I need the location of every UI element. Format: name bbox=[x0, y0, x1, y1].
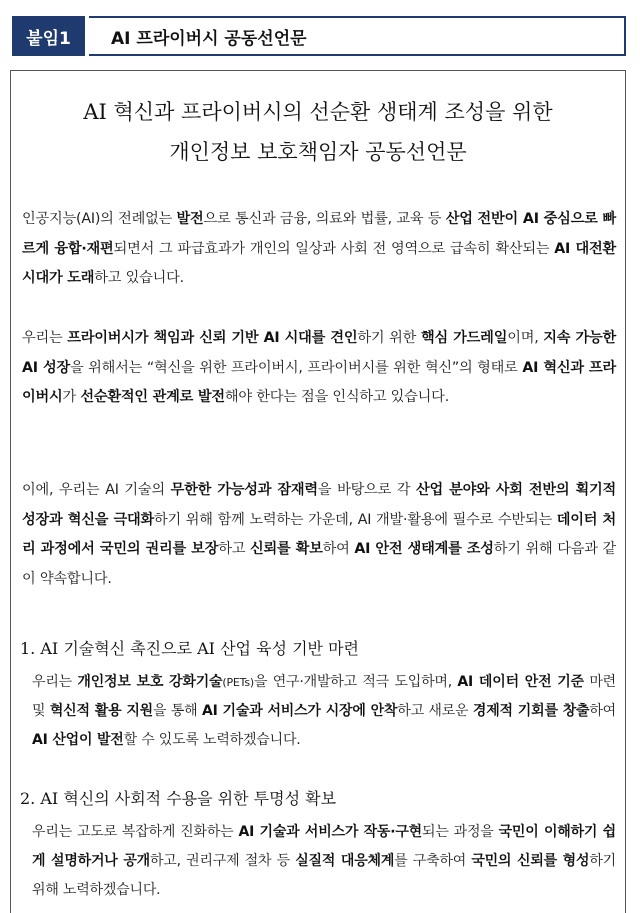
body-text: 하기 위해 함께 노력하는 가운데, AI 개발·활용에 필수로 수반되는 bbox=[153, 511, 557, 528]
section-2-body bbox=[32, 818, 616, 905]
body-text: 하고, 권리구제 절차 등 bbox=[149, 853, 296, 869]
emphasized-text: 무한한 가능성과 잠재력 bbox=[170, 482, 318, 498]
body-text: 을 위해서는 “혁신을 위한 프라이버시, 프라이버시를 위한 혁신”의 형태로 bbox=[69, 359, 523, 376]
body-text: 마련 및 bbox=[32, 674, 616, 719]
section-1-body bbox=[32, 668, 616, 755]
emphasized-text: AI 안전 생태계를 조성 bbox=[354, 541, 494, 557]
body-text: 하기 위해 다음과 같이 약속합니다. bbox=[22, 541, 616, 587]
emphasized-text: 선순환적인 관계로 발전 bbox=[80, 389, 225, 405]
attachment-header bbox=[12, 16, 626, 56]
emphasized-text: AI 산업이 발전 bbox=[32, 732, 124, 748]
emphasized-text: AI 기술과 서비스가 시장에 안착 bbox=[201, 703, 398, 719]
emphasized-text: AI 데이터 안전 기준 bbox=[457, 674, 584, 690]
emphasized-text: 혁신적 활용 지원 bbox=[49, 703, 153, 719]
emphasized-text: 실질적 대응체계 bbox=[295, 853, 395, 869]
body-text: 우리는 고도로 복잡하게 진화하는 bbox=[32, 824, 239, 840]
emphasized-text: 프라이버시가 책임과 신뢰 기반 AI 시대를 견인 bbox=[67, 330, 358, 346]
body-text: 하고 새로운 bbox=[397, 703, 473, 719]
emphasized-text: 핵심 가드레일 bbox=[420, 330, 508, 346]
attachment-tag: 붙임1 bbox=[12, 16, 85, 56]
body-text: 해야 한다는 점을 인식하고 있습니다. bbox=[224, 389, 450, 405]
body-text: 을 연구·개발하고 적극 도입하며, bbox=[253, 674, 458, 690]
body-text: 를 구축하여 bbox=[394, 853, 472, 869]
emphasized-text: 국민의 신뢰를 형성 bbox=[471, 853, 590, 869]
emphasized-text: 신뢰를 확보 bbox=[249, 541, 323, 557]
document-title-line-1: AI 혁신과 프라이버시의 선순환 생태계 조성을 위한 bbox=[83, 100, 553, 124]
body-text: 우리는 bbox=[22, 330, 68, 346]
document-title-line-2: 개인정보 보호책임자 공동선언문 bbox=[169, 140, 467, 164]
body-text: 가 bbox=[62, 389, 81, 405]
body-text: 으로 통신과 금융, 의료와 법률, 교육 등 bbox=[203, 211, 446, 227]
emphasized-text: AI 기술과 서비스가 작동·구현 bbox=[238, 824, 422, 840]
body-text: 을 통해 bbox=[152, 703, 202, 719]
body-text: 할 수 있도록 노력하겠습니다. bbox=[123, 732, 301, 748]
section-2-heading: 2. AI 혁신의 사회적 수용을 위한 투명성 확보 bbox=[20, 789, 337, 808]
document-title bbox=[10, 92, 626, 172]
emphasized-text: 지속 가능한 AI 성장 bbox=[22, 330, 617, 376]
emphasized-text: 경제적 기회를 창출 bbox=[472, 703, 590, 719]
intro-paragraph-2 bbox=[22, 324, 616, 413]
intro-paragraph-3 bbox=[22, 476, 616, 594]
emphasized-text: AI 혁신과 프라이버시 bbox=[22, 359, 616, 405]
emphasized-text: AI 대전환 시대가 도래 bbox=[22, 240, 616, 286]
body-text: 하여 bbox=[589, 703, 617, 719]
attachment-title: AI 프라이버시 공동선언문 bbox=[89, 16, 626, 56]
emphasized-text: 산업 분야와 사회 전반의 획기적 성장과 혁신을 극대화 bbox=[22, 482, 616, 528]
intro-paragraph-1 bbox=[22, 205, 616, 294]
body-text: 이에, 우리는 AI 기술의 bbox=[22, 482, 171, 498]
body-text: 이며, bbox=[507, 330, 544, 346]
body-text: 인공지능(AI)의 전례없는 bbox=[22, 211, 177, 227]
body-text: 을 바탕으로 각 bbox=[317, 482, 416, 498]
emphasized-text: 국민이 이해하기 쉽게 설명하거나 공개 bbox=[32, 824, 616, 869]
emphasized-text: 산업 전반이 AI 중심으로 빠르게 융합·재편 bbox=[22, 211, 616, 257]
body-text: 하기 위한 bbox=[357, 330, 421, 346]
emphasized-text: 개인정보 보호 강화기술 bbox=[77, 674, 223, 690]
section-1-heading: 1. AI 기술혁신 촉진으로 AI 산업 육성 기반 마련 bbox=[20, 639, 359, 658]
body-text: 하고 bbox=[218, 541, 250, 557]
body-text: 되면서 그 파급효과가 개인의 일상과 사회 전 영역으로 급속히 확산되는 bbox=[113, 240, 555, 257]
body-text: (PETs) bbox=[222, 676, 254, 689]
emphasized-text: 데이터 처리 과정에서 국민의 권리를 보장 bbox=[22, 511, 617, 557]
body-text: 되는 과정을 bbox=[422, 824, 499, 840]
body-text: 하고 있습니다. bbox=[94, 270, 184, 286]
body-text: 하기 위해 노력하겠습니다. bbox=[32, 853, 616, 898]
body-text: 우리는 bbox=[32, 674, 78, 690]
emphasized-text: 발전 bbox=[176, 211, 204, 227]
body-text: 하여 bbox=[322, 541, 355, 557]
